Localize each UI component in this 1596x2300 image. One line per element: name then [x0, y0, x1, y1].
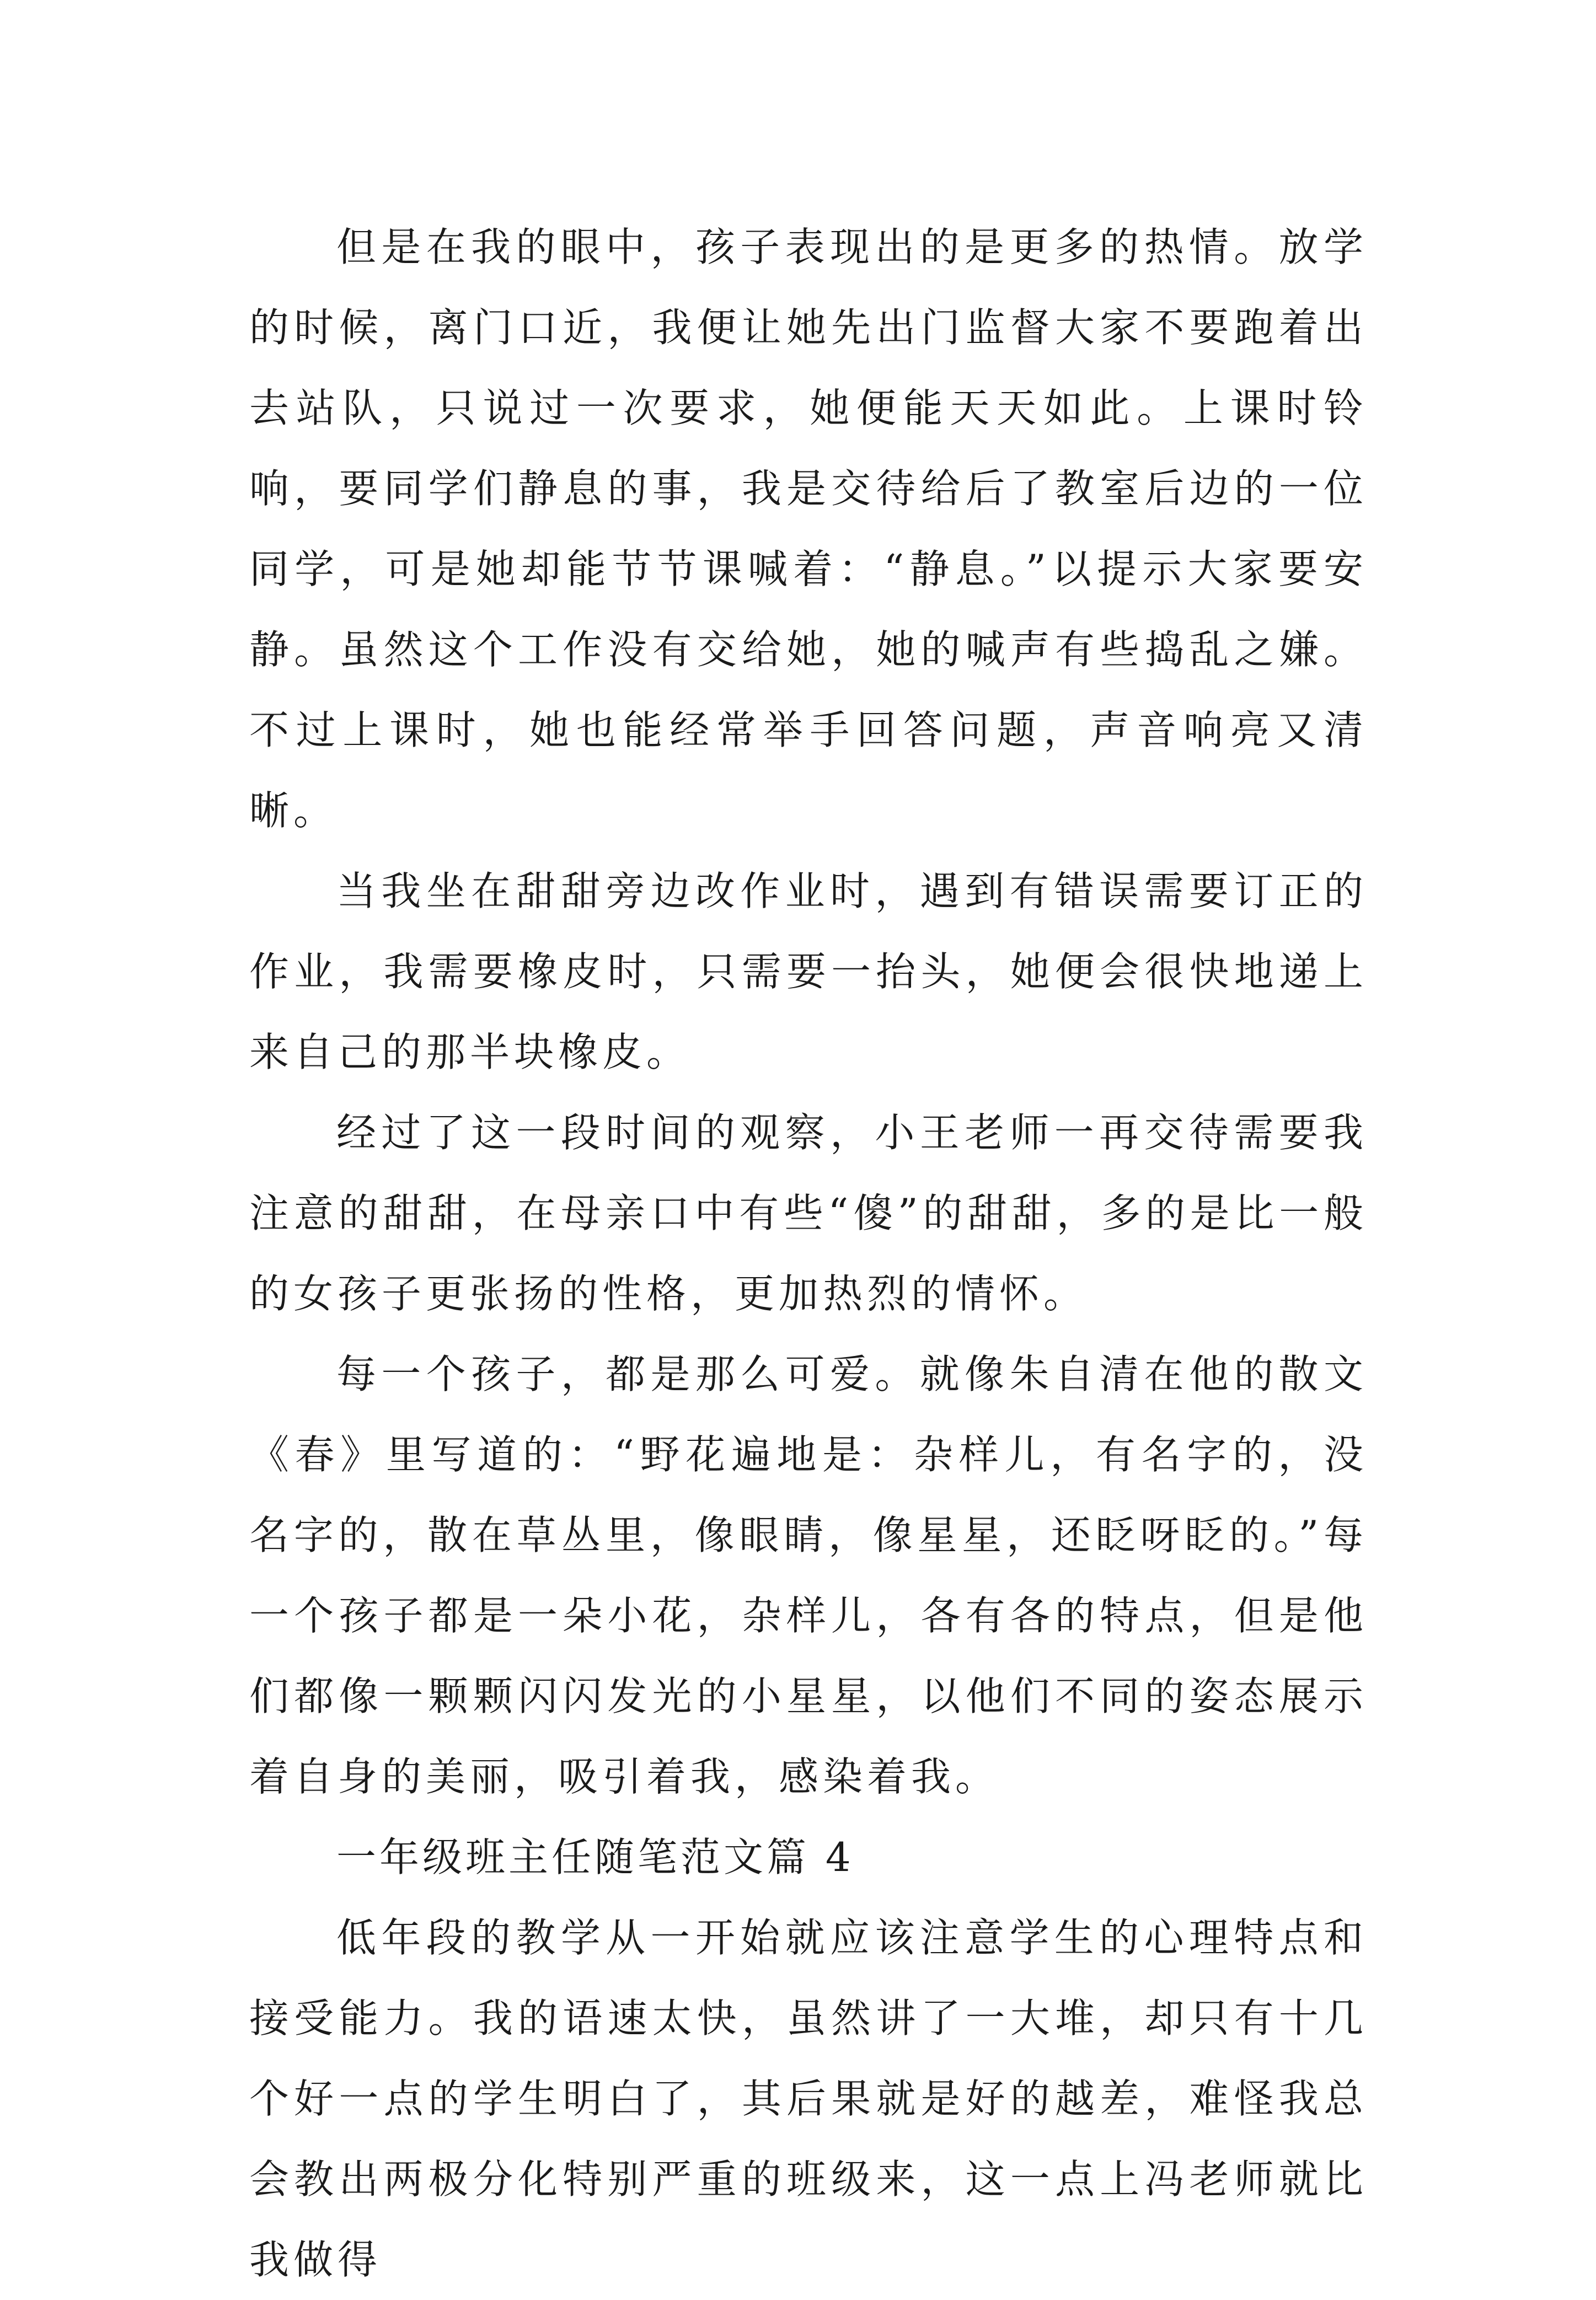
paragraph-4: 每一个孩子，都是那么可爱。就像朱自清在他的散文《春》里写道的：“野花遍地是：杂样儿，有名字的，没名字的，散在草丛里，像眼睛，像星星，还眨呀眨的。”每一个孩子都是一朵小花，杂样儿，各有各的特点，但是他们都像一颗颗闪闪发光的小星星，以他们不同的姿态展示着自身的美丽，吸引着我，感染着我。 [249, 1351, 1368, 1800]
paragraph-5: 低年段的教学从一开始就应该注意学生的心理特点和接受能力。我的语速太快，虽然讲了一大堆，却只有十几个好一点的学生明白了，其后果就是好的越差，难怪我总会教出两极分化特别严重的班级来，这一点上冯老师就比我做得 [249, 1915, 1368, 2283]
paragraph-2: 当我坐在甜甜旁边改作业时，遇到有错误需要订正的作业，我需要橡皮时，只需要一抬头，她便会很快地递上来自己的那半块橡皮。 [249, 868, 1368, 1075]
section-heading: 一年级班主任随笔范文篇 4 [336, 1834, 854, 1880]
paragraph-3: 经过了这一段时间的观察，小王老师一再交待需要我注意的甜甜，在母亲口中有些“傻”的甜甜，多的是比一般的女孩子更张扬的性格，更加热烈的情怀。 [249, 1109, 1368, 1317]
document-body [249, 207, 1368, 2300]
paragraph-1: 但是在我的眼中，孩子表现出的是更多的热情。放学的时候，离门口近，我便让她先出门监督大家不要跑着出去站队，只说过一次要求，她便能天天如此。上课时铃响，要同学们静息的事，我是交待给后了教室后边的一位同学，可是她却能节节课喊着：“静息。”以提示大家要安静。虽然这个工作没有交给她，她的喊声有些捣乱之嫌。不过上课时，她也能经常举手回答问题，声音响亮又清晰。 [249, 224, 1368, 834]
